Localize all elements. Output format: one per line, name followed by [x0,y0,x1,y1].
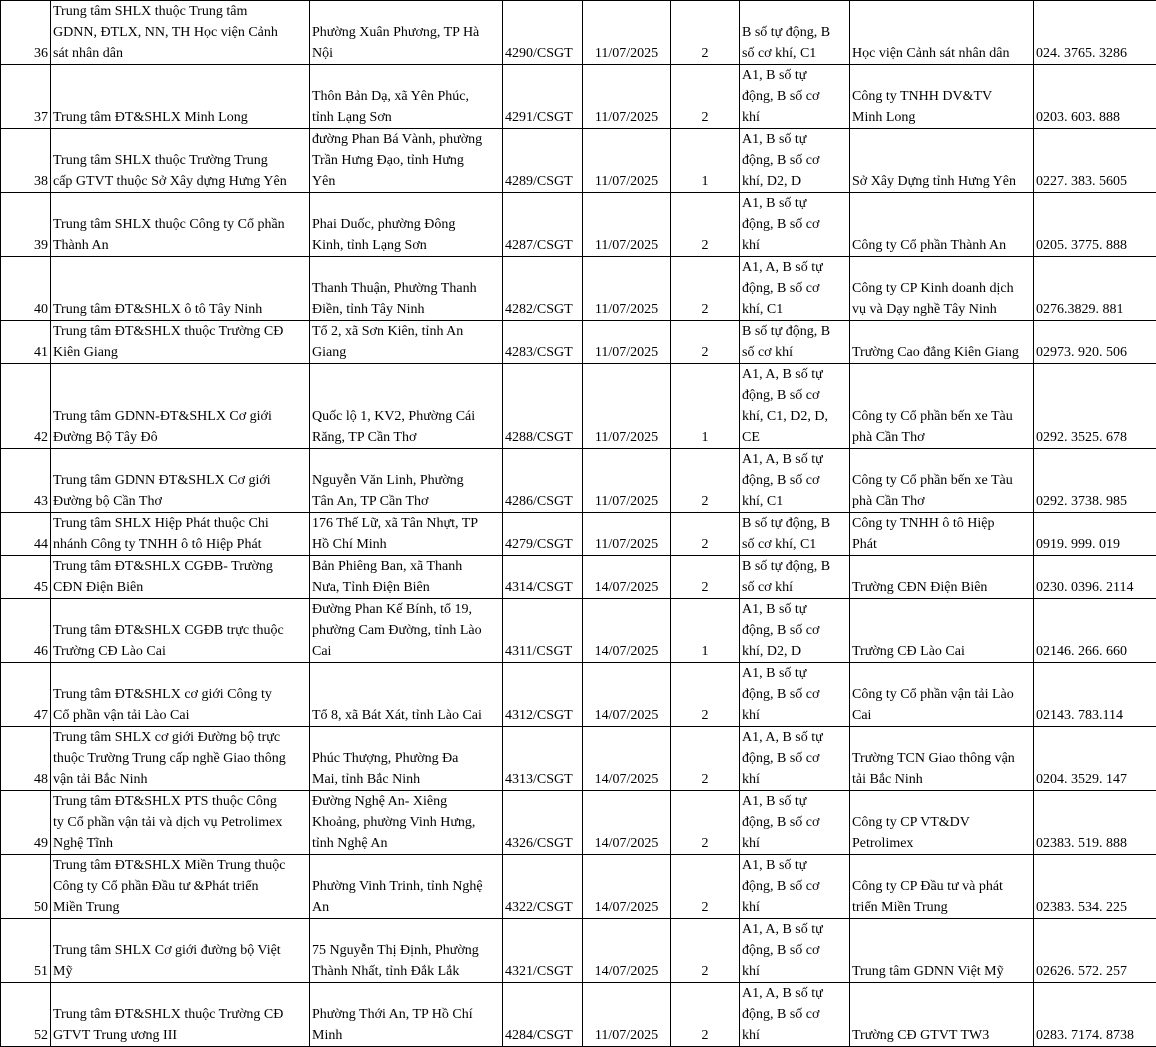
managing-body: Công ty TNHH ô tô Hiệp Phát [850,513,1034,556]
row-number: 51 [1,919,51,983]
table-row [1,257,1156,321]
count-value: 2 [671,663,740,727]
phone-number: 0292. 3525. 678 [1034,364,1156,449]
phone-number: 0204. 3529. 147 [1034,727,1156,791]
issue-date: 14/07/2025 [583,727,671,791]
row-number: 36 [1,1,51,65]
license-classes: B số tự động, B số cơ khí, C1 [740,1,850,65]
center-address: Phường Thới An, TP Hồ Chí Minh [310,983,503,1047]
table-row [1,65,1156,129]
phone-number: 0919. 999. 019 [1034,513,1156,556]
phone-number: 02383. 519. 888 [1034,791,1156,855]
document-number: 4322/CSGT [503,855,583,919]
document-number: 4321/CSGT [503,919,583,983]
phone-number: 02143. 783.114 [1034,663,1156,727]
center-name: Trung tâm ĐT&SHLX CGĐB- Trường CĐN Điện Biên [51,556,310,599]
phone-number: 02383. 534. 225 [1034,855,1156,919]
issue-date: 11/07/2025 [583,983,671,1047]
center-address: Tổ 2, xã Sơn Kiên, tỉnh An Giang [310,321,503,364]
count-value: 2 [671,983,740,1047]
row-number: 45 [1,556,51,599]
center-address: Bản Phiêng Ban, xã Thanh Nưa, Tỉnh Điện Biên [310,556,503,599]
license-classes: A1, B số tự động, B số cơ khí [740,855,850,919]
phone-number: 0230. 0396. 2114 [1034,556,1156,599]
license-classes: A1, B số tự động, B số cơ khí [740,193,850,257]
center-name: Trung tâm ĐT&SHLX PTS thuộc Công ty Cổ phần vận tải và dịch vụ Petrolimex Nghệ Tĩnh [51,791,310,855]
count-value: 2 [671,855,740,919]
phone-number: 024. 3765. 3286 [1034,1,1156,65]
center-address: Phường Xuân Phương, TP Hà Nội [310,1,503,65]
center-address: Nguyễn Văn Linh, Phường Tân An, TP Cần Thơ [310,449,503,513]
row-number: 50 [1,855,51,919]
document-number: 4286/CSGT [503,449,583,513]
license-classes: A1, A, B số tự động, B số cơ khí, C1 [740,257,850,321]
center-name: Trung tâm SHLX thuộc Trung tâm GDNN, ĐTLX, NN, TH Học viện Cảnh sát nhân dân [51,1,310,65]
managing-body: Công ty Cổ phần bến xe Tàu phà Cần Thơ [850,449,1034,513]
row-number: 52 [1,983,51,1047]
row-number: 48 [1,727,51,791]
center-address: Phúc Thượng, Phường Đa Mai, tỉnh Bắc Ninh [310,727,503,791]
center-address: Phai Duốc, phường Đông Kinh, tỉnh Lạng Sơn [310,193,503,257]
table-row [1,791,1156,855]
managing-body: Trường TCN Giao thông vận tải Bắc Ninh [850,727,1034,791]
count-value: 2 [671,556,740,599]
license-classes: B số tự động, B số cơ khí, C1 [740,513,850,556]
center-address: 176 Thế Lữ, xã Tân Nhựt, TP Hồ Chí Minh [310,513,503,556]
count-value: 2 [671,449,740,513]
row-number: 40 [1,257,51,321]
phone-number: 02973. 920. 506 [1034,321,1156,364]
table-row [1,727,1156,791]
document-number: 4284/CSGT [503,983,583,1047]
table-row [1,855,1156,919]
issue-date: 11/07/2025 [583,129,671,193]
count-value: 2 [671,919,740,983]
row-number: 41 [1,321,51,364]
managing-body: Công ty CP Kinh doanh dịch vụ và Dạy nghề Tây Ninh [850,257,1034,321]
center-name: Trung tâm GDNN ĐT&SHLX Cơ giới Đường bộ Cần Thơ [51,449,310,513]
center-name: Trung tâm ĐT&SHLX ô tô Tây Ninh [51,257,310,321]
count-value: 1 [671,364,740,449]
license-classes: A1, A, B số tự động, B số cơ khí, C1 [740,449,850,513]
center-address: Thanh Thuận, Phường Thanh Điền, tỉnh Tây Ninh [310,257,503,321]
managing-body: Công ty TNHH DV&TV Minh Long [850,65,1034,129]
document-number: 4289/CSGT [503,129,583,193]
issue-date: 14/07/2025 [583,855,671,919]
document-number: 4312/CSGT [503,663,583,727]
table-row [1,1,1156,65]
table-row [1,129,1156,193]
issue-date: 14/07/2025 [583,663,671,727]
license-classes: B số tự động, B số cơ khí [740,556,850,599]
issue-date: 11/07/2025 [583,65,671,129]
managing-body: Công ty CP VT&DV Petrolimex [850,791,1034,855]
document-number: 4326/CSGT [503,791,583,855]
issue-date: 11/07/2025 [583,1,671,65]
document-number: 4283/CSGT [503,321,583,364]
center-address: Tổ 8, xã Bát Xát, tỉnh Lào Cai [310,663,503,727]
row-number: 39 [1,193,51,257]
center-address: 75 Nguyễn Thị Định, Phường Thành Nhất, tỉnh Đắk Lắk [310,919,503,983]
table-row [1,321,1156,364]
license-classes: A1, A, B số tự động, B số cơ khí [740,727,850,791]
table-row [1,663,1156,727]
table-row [1,364,1156,449]
managing-body: Trường CĐN Điện Biên [850,556,1034,599]
table-row [1,919,1156,983]
document-number: 4313/CSGT [503,727,583,791]
phone-number: 0227. 383. 5605 [1034,129,1156,193]
phone-number: 0283. 7174. 8738 [1034,983,1156,1047]
license-classes: A1, A, B số tự động, B số cơ khí, C1, D2, D, CE [740,364,850,449]
center-name: Trung tâm GDNN-ĐT&SHLX Cơ giới Đường Bộ Tây Đô [51,364,310,449]
center-address: Đường Nghệ An- Xiêng Khoảng, phường Vinh Hưng, tỉnh Nghệ An [310,791,503,855]
document-number: 4291/CSGT [503,65,583,129]
count-value: 1 [671,129,740,193]
center-address: đường Phan Bá Vành, phường Trần Hưng Đạo, tỉnh Hưng Yên [310,129,503,193]
document-number: 4288/CSGT [503,364,583,449]
table-row [1,513,1156,556]
center-name: Trung tâm SHLX cơ giới Đường bộ trực thuộc Trường Trung cấp nghề Giao thông vận tải Bắc Ninh [51,727,310,791]
issue-date: 11/07/2025 [583,513,671,556]
managing-body: Trường Cao đẳng Kiên Giang [850,321,1034,364]
center-name: Trung tâm ĐT&SHLX thuộc Trường CĐ GTVT Trung ương III [51,983,310,1047]
issue-date: 14/07/2025 [583,599,671,663]
phone-number: 0203. 603. 888 [1034,65,1156,129]
issue-date: 14/07/2025 [583,919,671,983]
managing-body: Sở Xây Dựng tỉnh Hưng Yên [850,129,1034,193]
table-row [1,599,1156,663]
center-name: Trung tâm SHLX Hiệp Phát thuộc Chi nhánh Công ty TNHH ô tô Hiệp Phát [51,513,310,556]
license-classes: A1, B số tự động, B số cơ khí [740,663,850,727]
phone-number: 0292. 3738. 985 [1034,449,1156,513]
phone-number: 02626. 572. 257 [1034,919,1156,983]
count-value: 2 [671,65,740,129]
center-name: Trung tâm SHLX Cơ giới đường bộ Việt Mỹ [51,919,310,983]
center-name: Trung tâm ĐT&SHLX cơ giới Công ty Cổ phần vận tải Lào Cai [51,663,310,727]
managing-body: Công ty CP Đầu tư và phát triển Miền Trung [850,855,1034,919]
count-value: 2 [671,257,740,321]
row-number: 42 [1,364,51,449]
phone-number: 02146. 266. 660 [1034,599,1156,663]
issue-date: 11/07/2025 [583,257,671,321]
table-row [1,983,1156,1047]
license-classes: A1, B số tự động, B số cơ khí, D2, D [740,129,850,193]
issue-date: 11/07/2025 [583,321,671,364]
count-value: 2 [671,513,740,556]
center-name: Trung tâm SHLX thuộc Công ty Cổ phần Thành An [51,193,310,257]
managing-body: Học viện Cảnh sát nhân dân [850,1,1034,65]
center-address: Thôn Bản Dạ, xã Yên Phúc, tỉnh Lạng Sơn [310,65,503,129]
document-number: 4311/CSGT [503,599,583,663]
count-value: 2 [671,791,740,855]
issue-date: 11/07/2025 [583,449,671,513]
issue-date: 14/07/2025 [583,791,671,855]
row-number: 37 [1,65,51,129]
count-value: 1 [671,599,740,663]
row-number: 47 [1,663,51,727]
document-number: 4314/CSGT [503,556,583,599]
document-number: 4287/CSGT [503,193,583,257]
managing-body: Công ty Cổ phần Thành An [850,193,1034,257]
table-row [1,449,1156,513]
row-number: 43 [1,449,51,513]
managing-body: Trung tâm GDNN Việt Mỹ [850,919,1034,983]
managing-body: Trường CĐ Lào Cai [850,599,1034,663]
document-number: 4279/CSGT [503,513,583,556]
row-number: 38 [1,129,51,193]
count-value: 2 [671,193,740,257]
row-number: 49 [1,791,51,855]
license-classes: B số tự động, B số cơ khí [740,321,850,364]
phone-number: 0276.3829. 881 [1034,257,1156,321]
center-name: Trung tâm ĐT&SHLX Miền Trung thuộc Công ty Cổ phần Đầu tư &Phát triển Miền Trung [51,855,310,919]
count-value: 2 [671,1,740,65]
row-number: 46 [1,599,51,663]
center-name: Trung tâm ĐT&SHLX thuộc Trường CĐ Kiên Giang [51,321,310,364]
managing-body: Trường CĐ GTVT TW3 [850,983,1034,1047]
license-classes: A1, A, B số tự động, B số cơ khí [740,919,850,983]
center-name: Trung tâm ĐT&SHLX CGĐB trực thuộc Trường CĐ Lào Cai [51,599,310,663]
center-name: Trung tâm ĐT&SHLX Minh Long [51,65,310,129]
count-value: 2 [671,727,740,791]
center-address: Quốc lộ 1, KV2, Phường Cái Răng, TP Cần Thơ [310,364,503,449]
managing-body: Công ty Cổ phần bến xe Tàu phà Cần Thơ [850,364,1034,449]
phone-number: 0205. 3775. 888 [1034,193,1156,257]
count-value: 2 [671,321,740,364]
table-row [1,556,1156,599]
license-classes: A1, B số tự động, B số cơ khí [740,791,850,855]
issue-date: 11/07/2025 [583,193,671,257]
document-number: 4290/CSGT [503,1,583,65]
table-row [1,193,1156,257]
row-number: 44 [1,513,51,556]
issue-date: 14/07/2025 [583,556,671,599]
managing-body: Công ty Cổ phần vận tải Lào Cai [850,663,1034,727]
document-number: 4282/CSGT [503,257,583,321]
center-address: Phường Vinh Trinh, tỉnh Nghệ An [310,855,503,919]
license-classes: A1, B số tự động, B số cơ khí [740,65,850,129]
center-name: Trung tâm SHLX thuộc Trường Trung cấp GTVT thuộc Sở Xây dựng Hưng Yên [51,129,310,193]
center-address: Đường Phan Kế Bính, tổ 19, phường Cam Đường, tỉnh Lào Cai [310,599,503,663]
license-classes: A1, B số tự động, B số cơ khí, D2, D [740,599,850,663]
issue-date: 11/07/2025 [583,364,671,449]
license-classes: A1, A, B số tự động, B số cơ khí [740,983,850,1047]
